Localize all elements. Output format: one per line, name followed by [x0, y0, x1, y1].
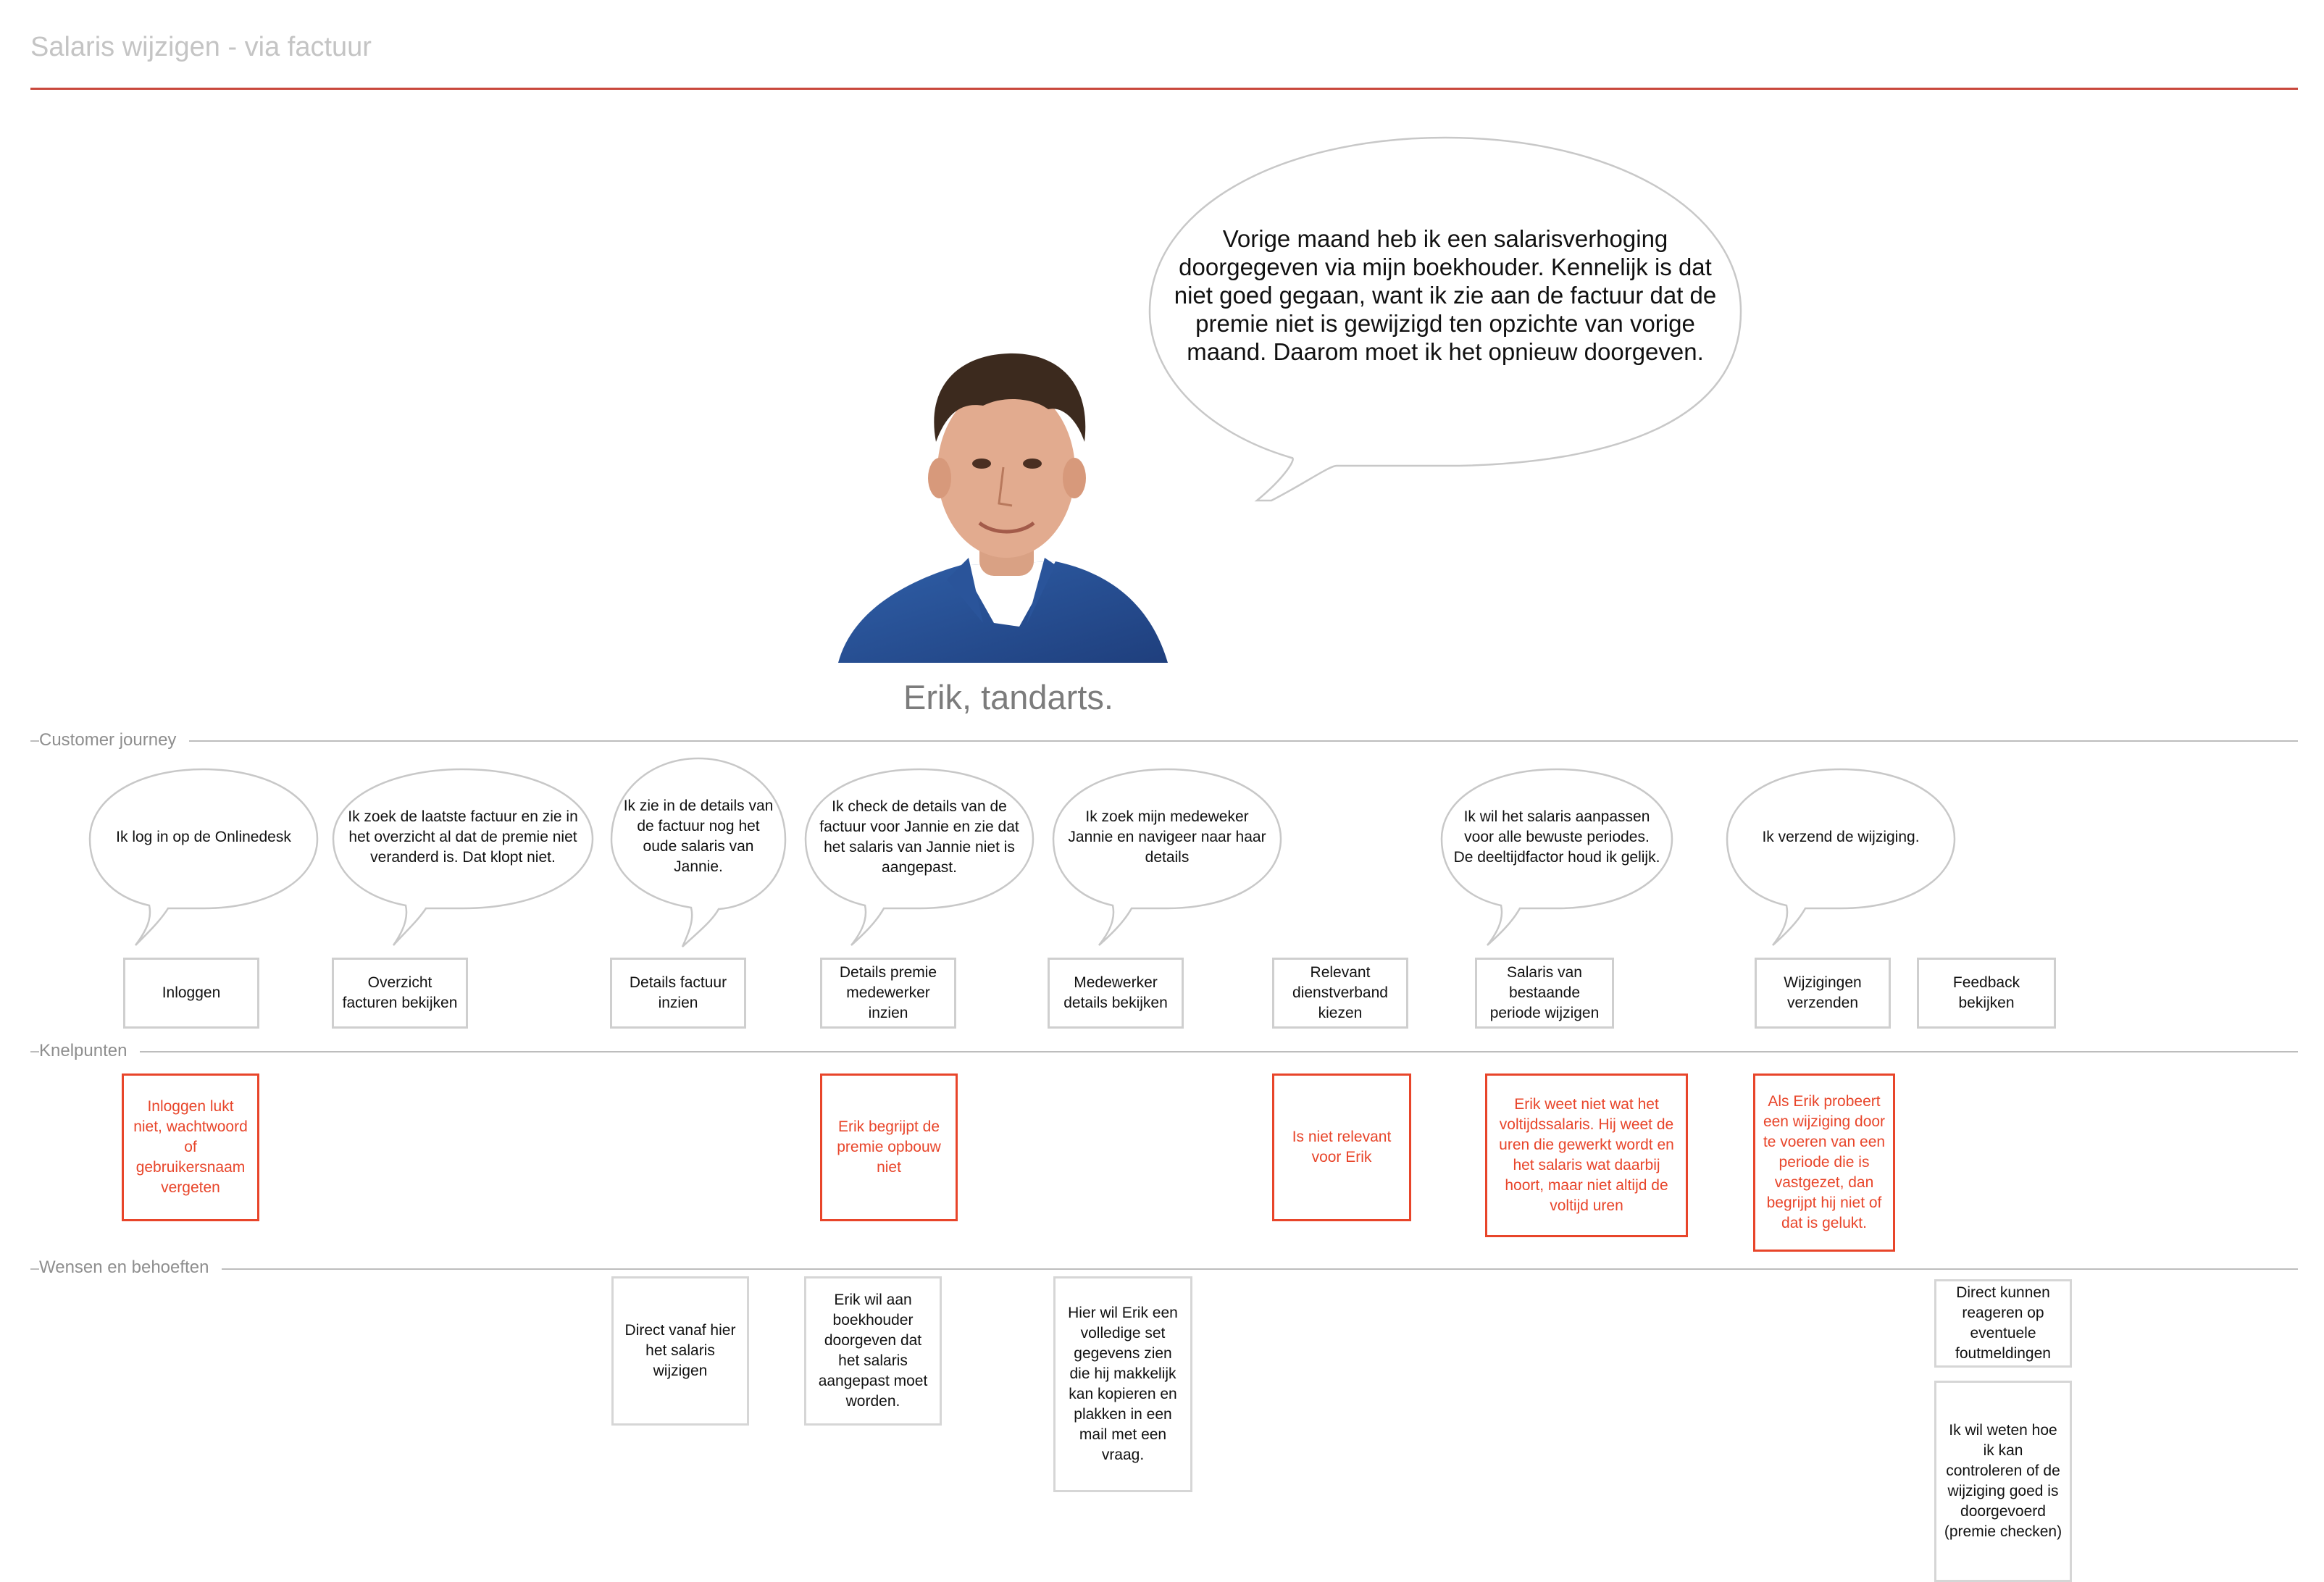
- thought-bubble: [1052, 768, 1282, 949]
- thought-bubble: [610, 757, 787, 949]
- thought-text: Ik check de details van de factuur voor Jannie en zie dat het salaris van Jannie niet is aangepast.: [819, 798, 1019, 876]
- thought-bubble: [332, 768, 594, 949]
- step-salaris-wijzigen: Salaris van bestaande periode wijzigen: [1475, 958, 1614, 1029]
- thought-text: Ik zoek de laatste factuur en zie in het overzicht al dat de premie niet veranderd is. Dat klopt niet.: [348, 808, 578, 866]
- persona-quote: Vorige maand heb ik een salarisverhoging doorgegeven via mijn boekhouder. Kennelijk is dat niet goed gegaan, want ik zie aan de factuur dat de premie niet is gewijzigd ten opzichte van vorige maand. Daarom moet ik het opnieuw doorgeven.: [1174, 225, 1717, 365]
- section-label-needs: Wensen en behoeften: [39, 1257, 222, 1278]
- section-label-journey: Customer journey: [39, 730, 189, 750]
- thought-bubble: [804, 768, 1034, 949]
- thought-text: Ik log in op de Onlinedesk: [116, 829, 291, 845]
- journey-divider: [30, 740, 2298, 742]
- pain-point-card: Inloggen lukt niet, wachtwoord of gebruikersnaam vergeten: [122, 1074, 259, 1221]
- pain-point-card: Als Erik probeert een wijziging door te voeren van een periode die is vastgezet, dan begrijpt hij niet of dat is gelukt.: [1753, 1074, 1895, 1252]
- thought-text: Ik zoek mijn medeweker Jannie en navigeer naar haar details: [1068, 808, 1266, 866]
- thought-text: Ik verzend de wijziging.: [1762, 829, 1920, 845]
- pain-points-divider: [30, 1051, 2298, 1052]
- need-card: Ik wil weten hoe ik kan controleren of de wijziging goed is doorgevoerd (premie checken): [1934, 1381, 2072, 1582]
- step-inloggen: Inloggen: [123, 958, 259, 1029]
- thought-text: Ik wil het salaris aanpassen voor alle bewuste periodes. De deeltijdfactor houd ik gelijk.: [1453, 808, 1660, 866]
- pain-point-card: Erik begrijpt de premie opbouw niet: [820, 1074, 958, 1221]
- step-dienstverband-kiezen: Relevant dienstverband kiezen: [1272, 958, 1408, 1029]
- thought-bubble: [1440, 768, 1673, 949]
- persona-name: Erik, tandarts.: [903, 678, 1113, 716]
- step-wijzigingen-verzenden: Wijzigingen verzenden: [1755, 958, 1891, 1029]
- step-overzicht-facturen: Overzicht facturen bekijken: [332, 958, 468, 1029]
- title-divider: [30, 88, 2298, 90]
- thought-text: Ik zie in de details van de factuur nog het oude salaris van Jannie.: [623, 798, 774, 875]
- thought-bubble: [88, 768, 319, 949]
- step-medewerker-details: Medewerker details bekijken: [1048, 958, 1184, 1029]
- step-details-factuur: Details factuur inzien: [610, 958, 746, 1029]
- pain-point-card: Erik weet niet wat het voltijdssalaris. Hij weet de uren die gewerkt wordt en het salaris wat daarbij hoort, maar niet altijd de voltijd uren: [1485, 1074, 1688, 1237]
- needs-divider: [30, 1268, 2298, 1270]
- persona-photo: [838, 340, 1168, 663]
- step-feedback-bekijken: Feedback bekijken: [1917, 958, 2056, 1029]
- need-card: Direct kunnen reageren op eventuele foutmeldingen: [1934, 1279, 2072, 1368]
- thought-bubble: [1726, 768, 1956, 949]
- need-card: Direct vanaf hier het salaris wijzigen: [611, 1276, 749, 1426]
- page-title: Salaris wijzigen - via factuur: [30, 32, 372, 62]
- pain-point-card: Is niet relevant voor Erik: [1272, 1074, 1411, 1221]
- step-details-premie: Details premie medewerker inzien: [820, 958, 956, 1029]
- need-card: Hier wil Erik een volledige set gegevens zien die hij makkelijk kan kopieren en plakken in een mail met een vraag.: [1053, 1276, 1192, 1492]
- section-label-pain-points: Knelpunten: [39, 1041, 140, 1061]
- need-card: Erik wil aan boekhouder doorgeven dat het salaris aangepast moet worden.: [804, 1276, 942, 1426]
